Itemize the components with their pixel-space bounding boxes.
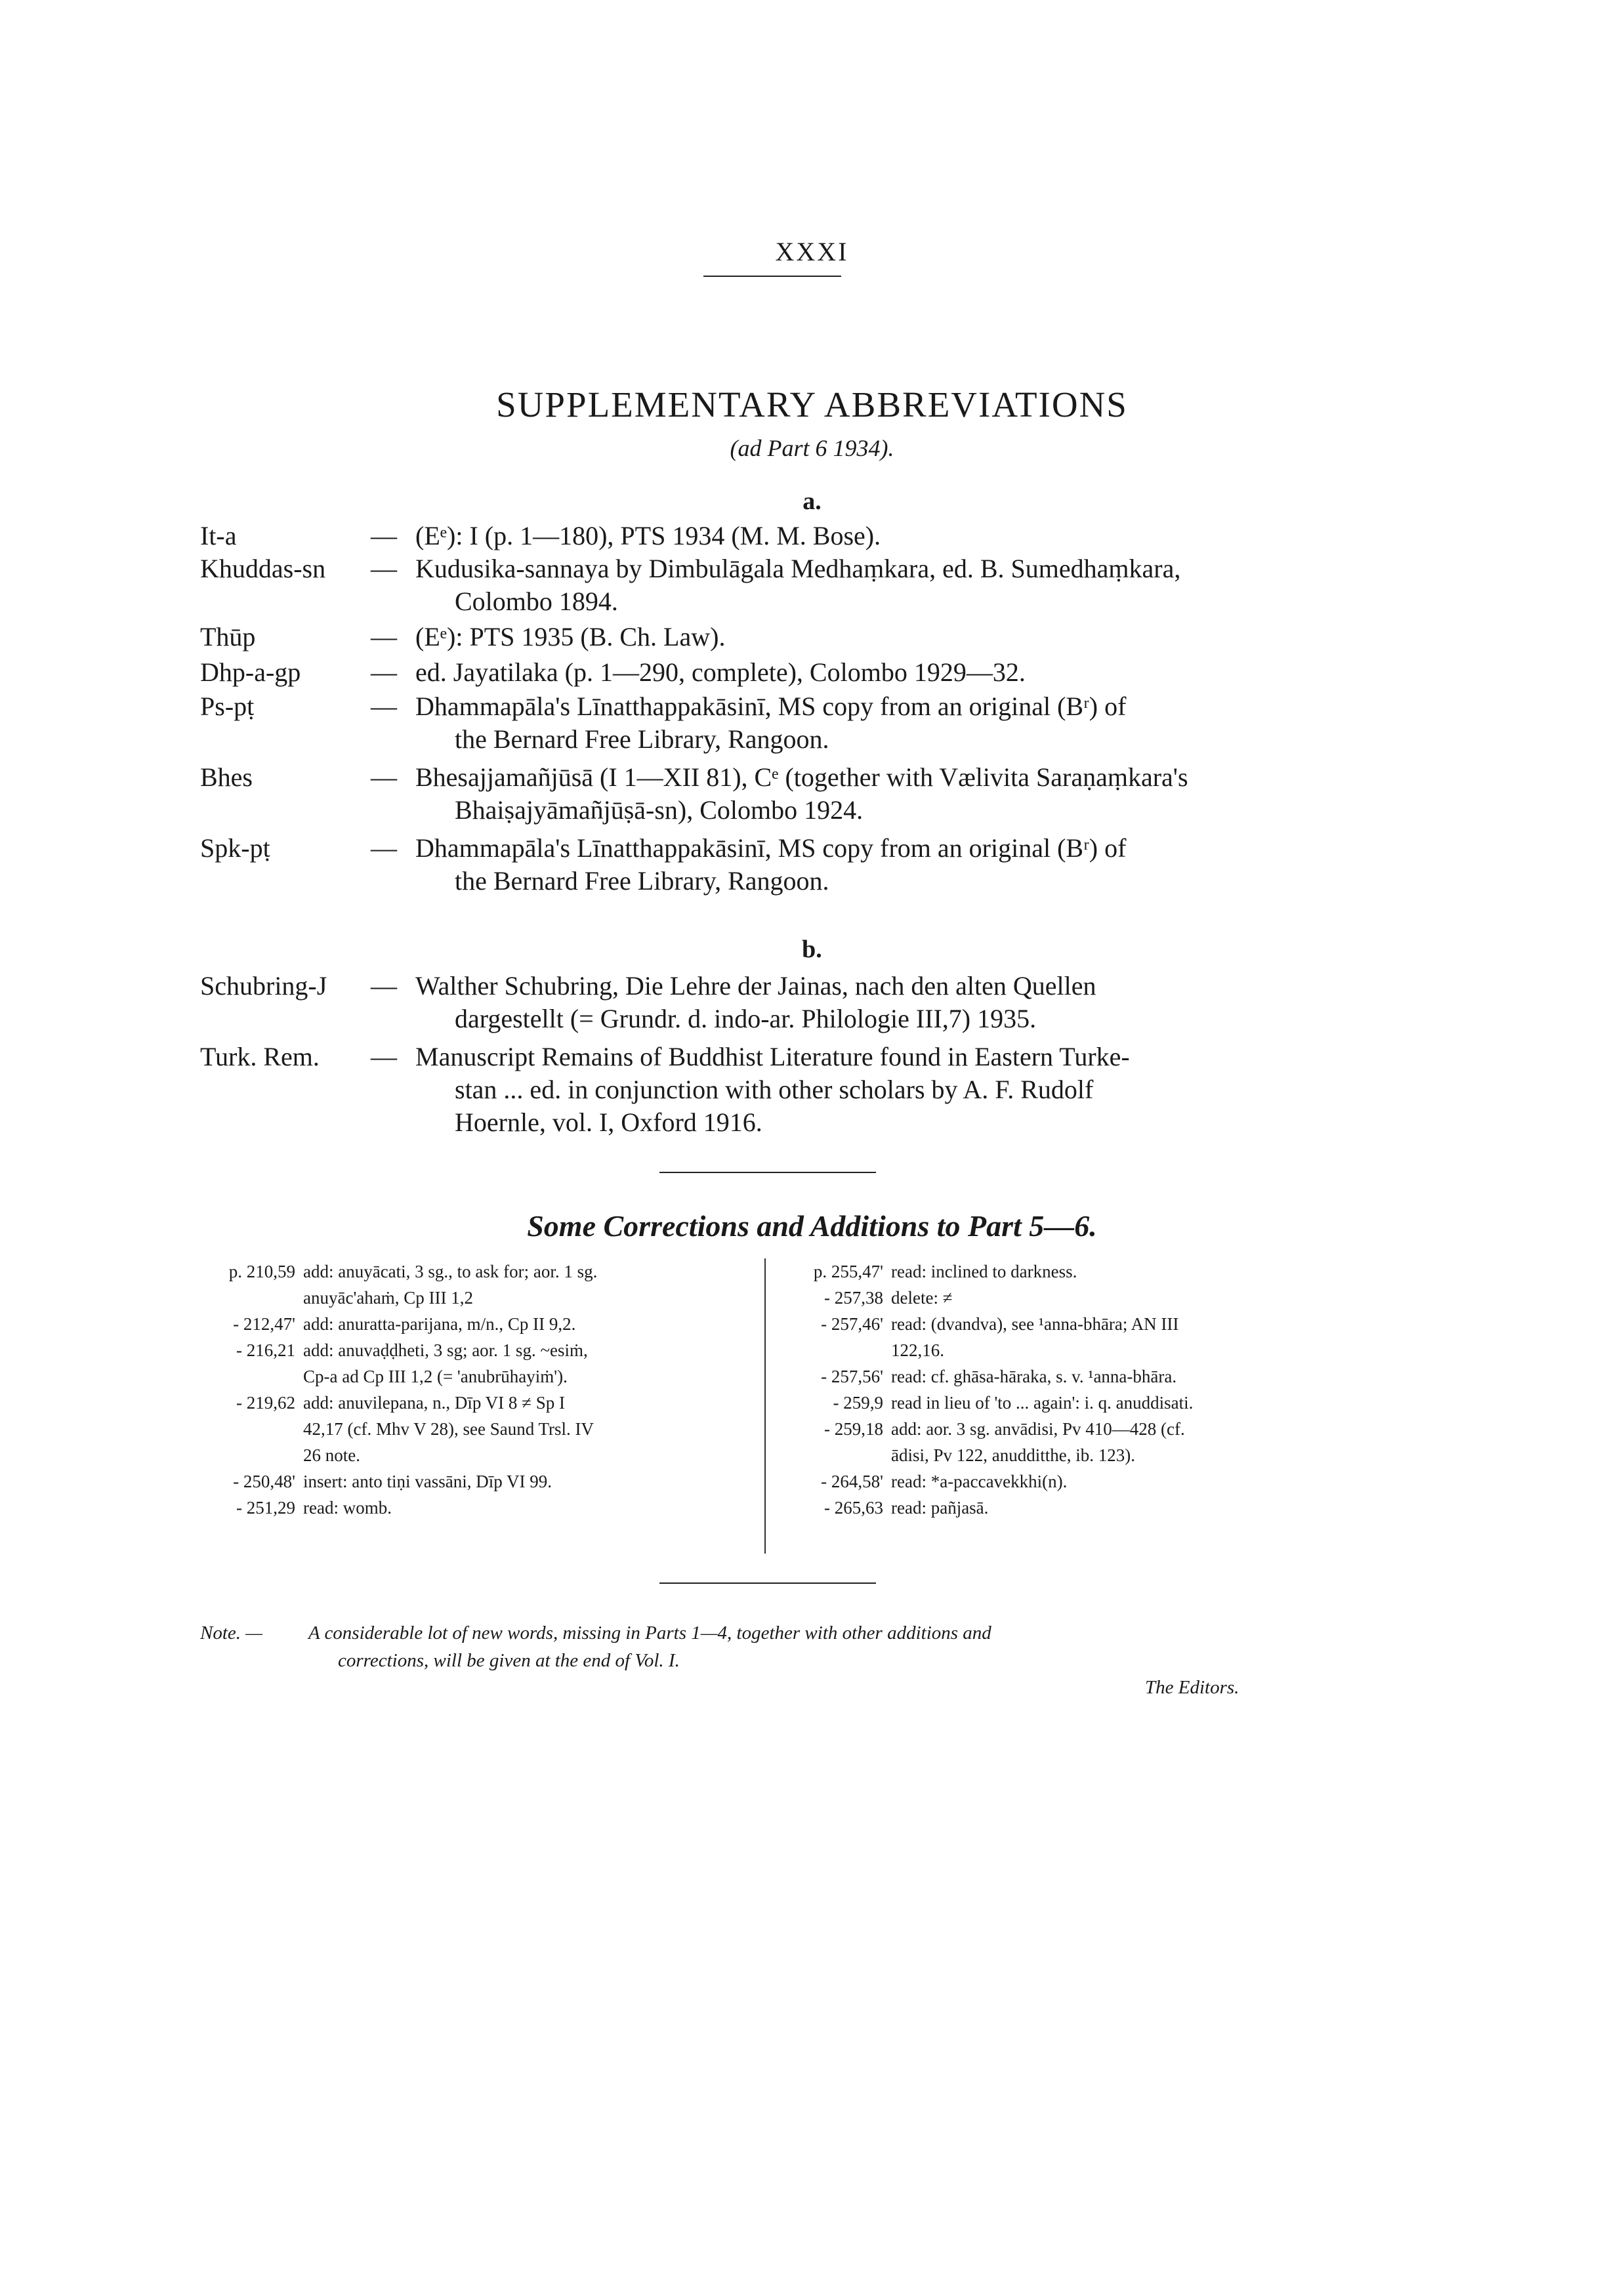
abbreviation-definition-continued: dargestellt (= Grundr. d. indo-ar. Philologie III,7) 1935.: [455, 1004, 1037, 1033]
correction-line: [197, 1363, 568, 1390]
column-divider: [764, 1258, 766, 1554]
abbreviation-definition-continued: Colombo 1894.: [455, 587, 618, 616]
correction-reference: - 257,56': [821, 1367, 883, 1386]
entry-dash: —: [371, 971, 397, 1001]
correction-line: [197, 1495, 392, 1521]
abbreviation-term: Ps-pṭ: [200, 692, 255, 721]
abbreviation-definition-continued: stan ... ed. in conjunction with other scholars by A. F. Rudolf: [455, 1075, 1094, 1104]
correction-reference: - 259,18: [824, 1419, 883, 1439]
correction-text: delete: ≠: [891, 1288, 953, 1308]
correction-reference: - 250,48': [233, 1472, 295, 1491]
correction-line: [197, 1337, 588, 1363]
correction-reference: - 259,9: [833, 1393, 883, 1413]
correction-text: read: *a-paccavekkhi(n).: [891, 1472, 1068, 1491]
correction-line: [197, 1442, 360, 1468]
correction-text: add: aor. 3 sg. anvādisi, Pv 410—428 (cf.: [891, 1419, 1185, 1439]
note-text-continued: corrections, will be given at the end of Vol. I.: [338, 1650, 680, 1671]
correction-line: [197, 1285, 474, 1311]
entry-dash: —: [371, 657, 397, 687]
entry-dash: —: [371, 1042, 397, 1071]
section-divider: [659, 1172, 876, 1173]
correction-text: 26 note.: [303, 1445, 360, 1465]
correction-text: Cp-a ad Cp III 1,2 (= 'anubrūhayiṁ').: [303, 1367, 568, 1386]
note-label: Note. —: [200, 1623, 263, 1644]
correction-line: [197, 1468, 552, 1495]
entry-dash: —: [371, 554, 397, 583]
abbreviation-definition: Walther Schubring, Die Lehre der Jainas, nach den alten Quellen: [415, 971, 1096, 1001]
abbreviation-term: Dhp-a-gp: [200, 657, 301, 687]
abbreviation-definition-continued: Bhaiṣajyāmañjūṣā-sn), Colombo 1924.: [455, 795, 864, 825]
correction-text: add: anuvilepana, n., Dīp VI 8 ≠ Sp I: [303, 1393, 566, 1413]
entry-dash: —: [371, 833, 397, 863]
abbreviation-definition: Manuscript Remains of Buddhist Literature found in Eastern Turke-: [415, 1042, 1130, 1071]
section-a-heading: a.: [802, 487, 822, 515]
correction-line: [778, 1337, 944, 1363]
correction-text: 122,16.: [891, 1340, 944, 1360]
abbreviation-definition: Dhammapāla's Līnatthappakāsinī, MS copy from an original (Bʳ) of: [415, 833, 1127, 863]
abbreviation-definition: Dhammapāla's Līnatthappakāsinī, MS copy from an original (Bʳ) of: [415, 692, 1127, 721]
correction-line: [778, 1468, 1068, 1495]
correction-line: [778, 1285, 953, 1311]
abbreviation-term: Turk. Rem.: [200, 1042, 320, 1071]
correction-text: ādisi, Pv 122, anudditthe, ib. 123).: [891, 1445, 1135, 1465]
abbreviation-term: It-a: [200, 521, 237, 550]
editors-signature: The Editors.: [1145, 1677, 1239, 1698]
entry-dash: —: [371, 692, 397, 721]
correction-reference: - 265,63: [824, 1498, 883, 1518]
correction-text: add: anuvaḍḍheti, 3 sg; aor. 1 sg. ~esiṁ,: [303, 1340, 588, 1360]
correction-line: [197, 1258, 598, 1285]
correction-reference: p. 210,59: [228, 1262, 295, 1281]
correction-text: anuyāc'ahaṁ, Cp III 1,2: [303, 1288, 474, 1308]
page-number-underline: [703, 276, 841, 277]
correction-line: [778, 1416, 1185, 1442]
correction-reference: - 257,38: [824, 1288, 883, 1308]
correction-line: [778, 1442, 1135, 1468]
correction-reference: - 219,62: [236, 1393, 295, 1413]
correction-reference: - 257,46': [821, 1314, 883, 1334]
page-number: XXXI: [775, 237, 849, 266]
correction-reference: - 212,47': [233, 1314, 295, 1334]
abbreviation-definition: ed. Jayatilaka (p. 1—290, complete), Colombo 1929—32.: [415, 657, 1026, 687]
section-b-heading: b.: [802, 936, 822, 963]
correction-reference: p. 255,47': [813, 1262, 883, 1281]
abbreviation-definition-continued: Hoernle, vol. I, Oxford 1916.: [455, 1107, 762, 1137]
abbreviation-definition: Kudusika-sannaya by Dimbulāgala Medhaṃkara, ed. B. Sumedhaṃkara,: [415, 554, 1181, 583]
abbreviation-term: Khuddas-sn: [200, 554, 326, 583]
abbreviation-term: Thūp: [200, 622, 256, 651]
correction-reference: - 251,29: [236, 1498, 295, 1518]
correction-line: [197, 1416, 594, 1442]
correction-text: add: anuyācati, 3 sg., to ask for; aor. 1 sg.: [303, 1262, 598, 1281]
abbreviation-definition-continued: the Bernard Free Library, Rangoon.: [455, 866, 829, 896]
abbreviation-definition: (Eᵉ): PTS 1935 (B. Ch. Law).: [415, 622, 726, 651]
correction-line: [778, 1363, 1177, 1390]
corrections-title: Some Corrections and Additions to Part 5—6.: [527, 1209, 1097, 1243]
entry-dash: —: [371, 521, 397, 550]
correction-line: [197, 1311, 576, 1337]
entry-dash: —: [371, 622, 397, 651]
correction-text: read: inclined to darkness.: [891, 1262, 1077, 1281]
entry-dash: —: [371, 762, 397, 792]
abbreviation-definition-continued: the Bernard Free Library, Rangoon.: [455, 724, 829, 754]
section-divider: [659, 1582, 876, 1584]
correction-line: [778, 1258, 1077, 1285]
correction-reference: - 216,21: [236, 1340, 295, 1360]
correction-text: read: (dvandva), see ¹anna-bhāra; AN III: [891, 1314, 1179, 1334]
correction-line: [197, 1390, 566, 1416]
correction-text: add: anuratta-parijana, m/n., Cp II 9,2.: [303, 1314, 576, 1334]
correction-text: read: pañjasā.: [891, 1498, 989, 1518]
correction-line: [778, 1495, 989, 1521]
abbreviation-term: Bhes: [200, 762, 253, 792]
abbreviation-definition: (Eᵉ): I (p. 1—180), PTS 1934 (M. M. Bose).: [415, 521, 881, 550]
correction-line: [778, 1311, 1179, 1337]
correction-text: 42,17 (cf. Mhv V 28), see Saund Trsl. IV: [303, 1419, 594, 1439]
abbreviation-term: Spk-pṭ: [200, 833, 270, 863]
abbreviation-definition: Bhesajjamañjūsā (I 1—XII 81), Cᵉ (together with Vælivita Saraṇaṃkara's: [415, 762, 1188, 792]
correction-text: insert: anto tiṇi vassāni, Dīp VI 99.: [303, 1472, 552, 1491]
correction-reference: - 264,58': [821, 1472, 883, 1491]
page-subtitle: (ad Part 6 1934).: [730, 435, 894, 461]
correction-text: read: womb.: [303, 1498, 392, 1518]
correction-text: read in lieu of 'to ... again': i. q. anuddisati.: [891, 1393, 1194, 1413]
correction-text: read: cf. ghāsa-hāraka, s. v. ¹anna-bhāra.: [891, 1367, 1177, 1386]
correction-line: [778, 1390, 1194, 1416]
page-title: SUPPLEMENTARY ABBREVIATIONS: [496, 384, 1128, 424]
abbreviation-term: Schubring-J: [200, 971, 327, 1001]
note-text: A considerable lot of new words, missing in Parts 1—4, together with other additions and: [308, 1623, 991, 1644]
